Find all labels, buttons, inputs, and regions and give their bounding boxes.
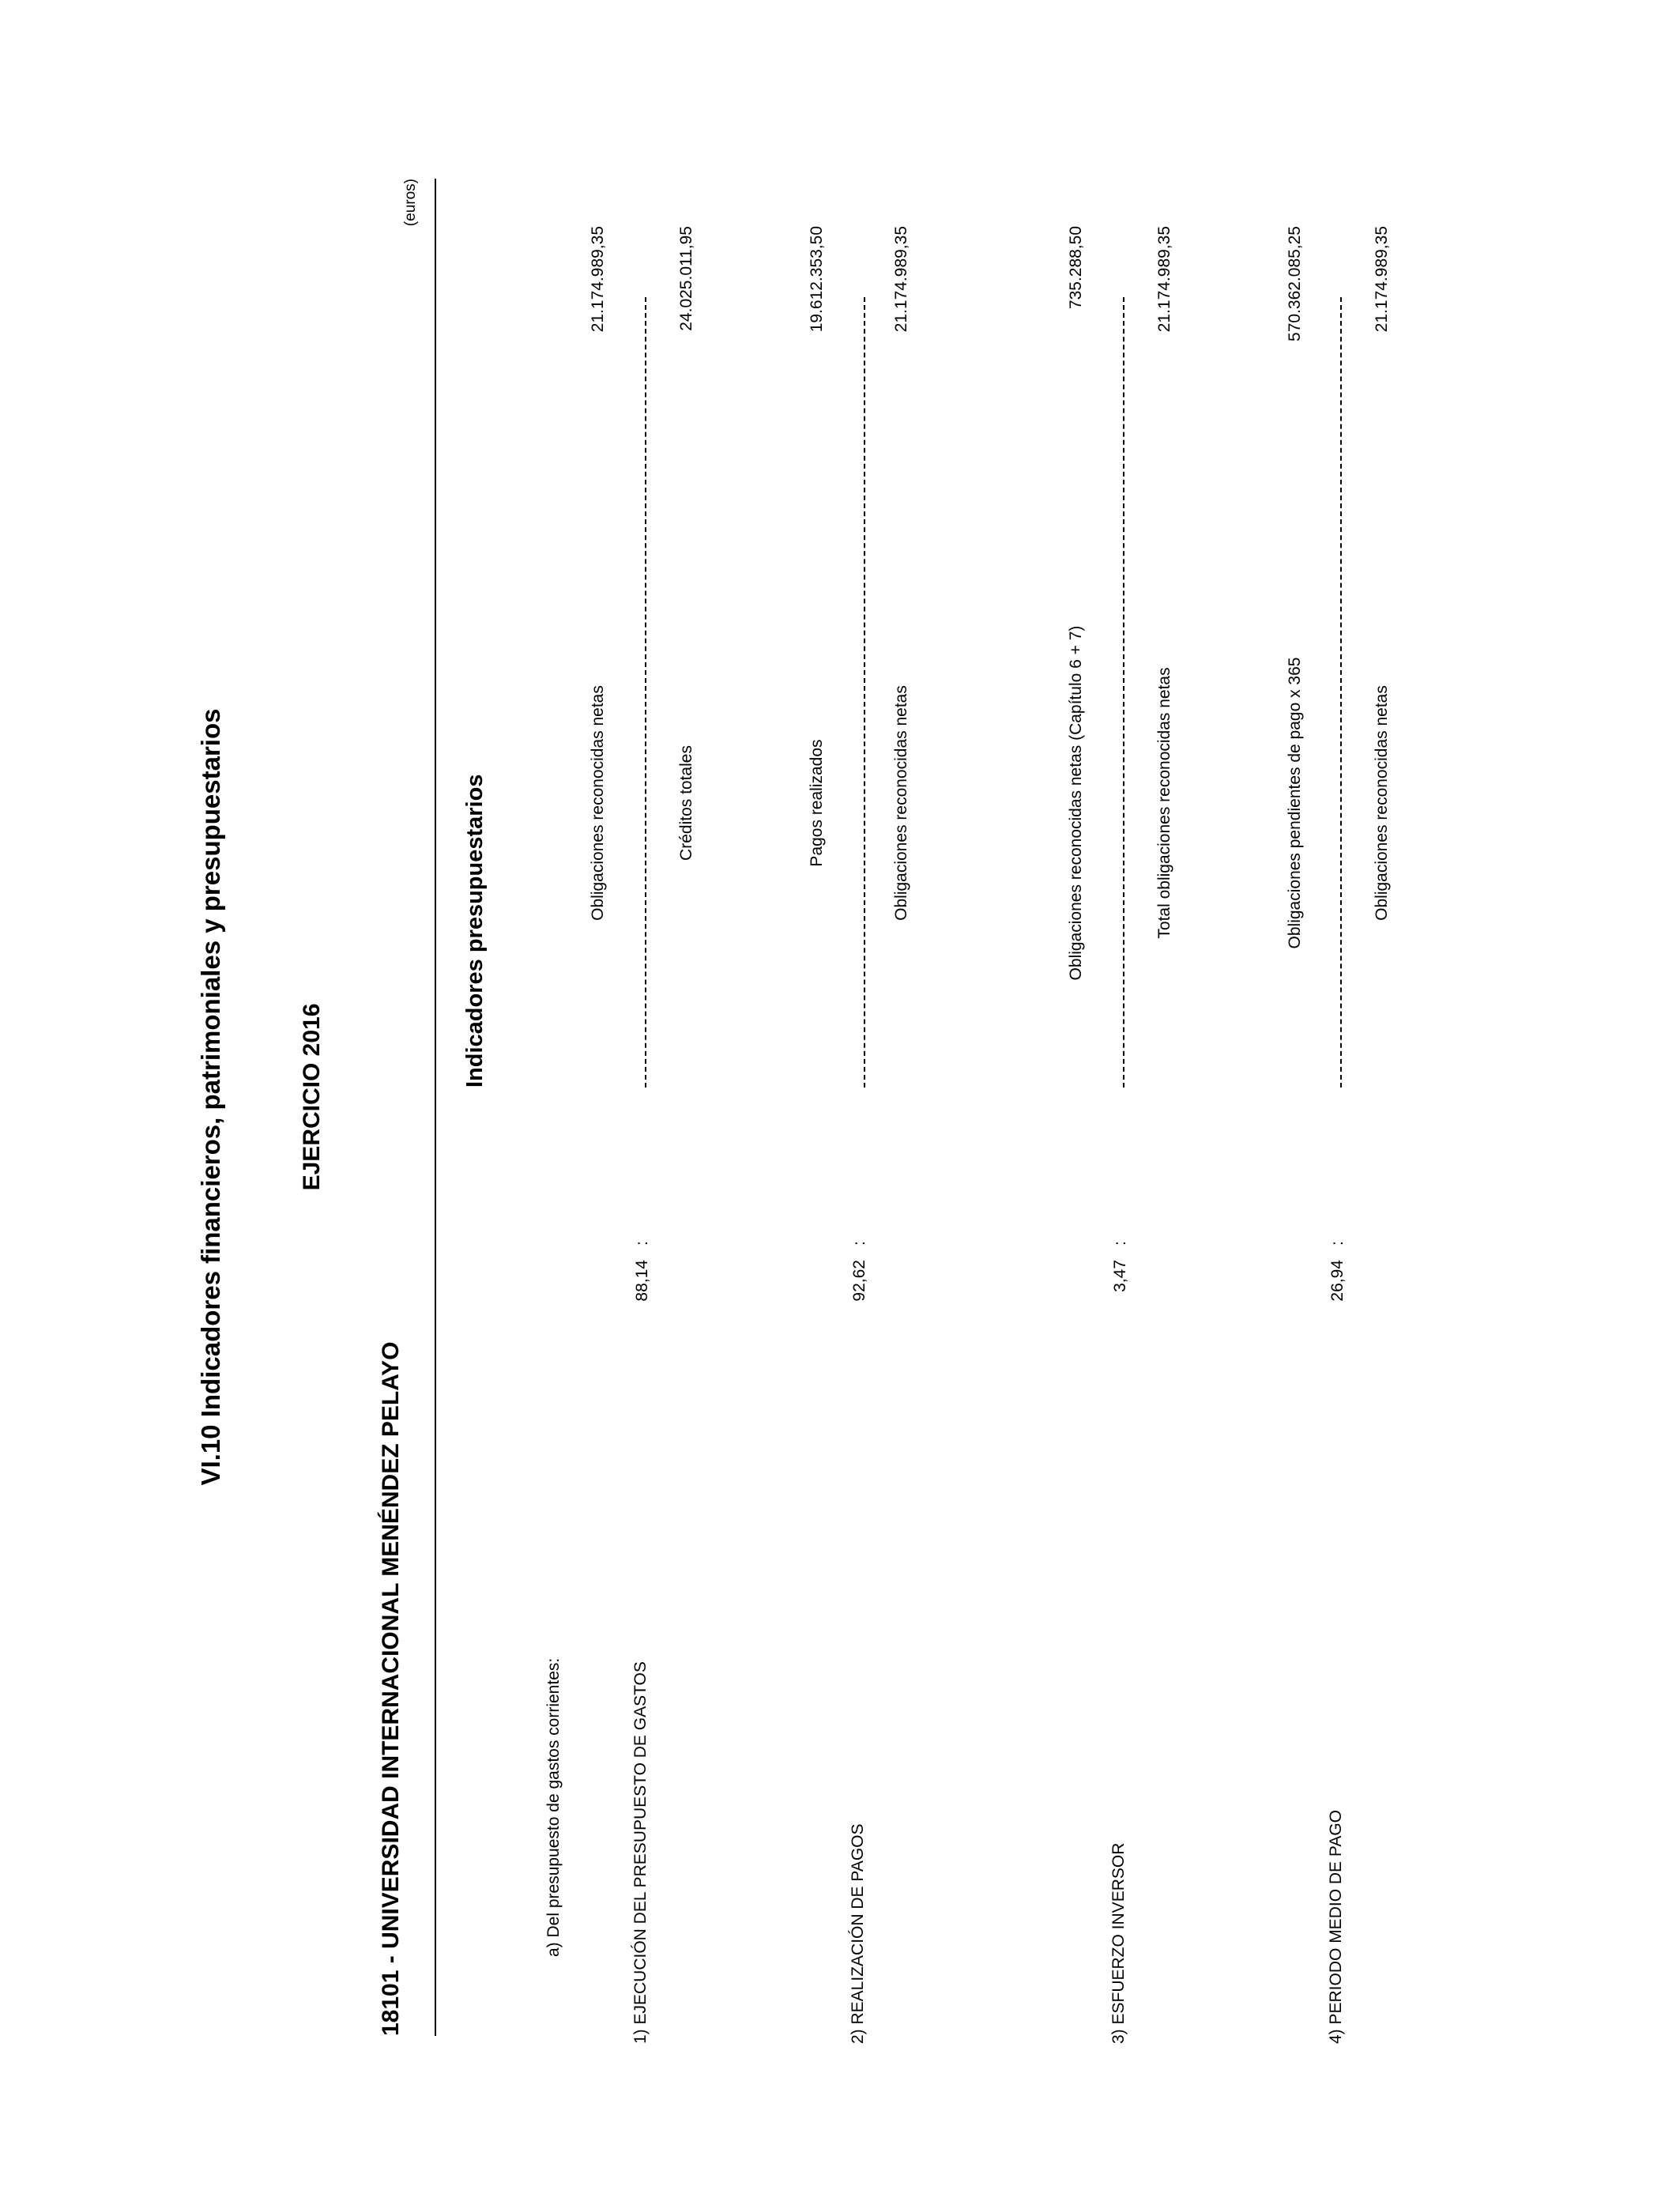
indicator-value: 26,94 — [1328, 1260, 1347, 1302]
denominator-label: Total obligaciones reconocidas netas — [1155, 667, 1173, 939]
subsection-label: a) Del presupuesto de gastos corrientes: — [544, 1657, 563, 1957]
indicator-value: 88,14 — [633, 1260, 651, 1302]
numerator-value: 735.288,50 — [1067, 226, 1085, 310]
fraction-line — [645, 297, 646, 1088]
indicator-separator: : — [1111, 1241, 1129, 1246]
indicator-separator: : — [1328, 1241, 1347, 1246]
indicator-name: 1) EJECUCIÓN DEL PRESUPUESTO DE GASTOS — [631, 1661, 650, 2044]
section-title: Indicadores presupuestarios — [462, 774, 488, 1088]
denominator-value: 21.174.989,35 — [1373, 226, 1391, 333]
denominator-value: 21.174.989,35 — [1155, 226, 1173, 333]
numerator-label: Obligaciones pendientes de pago x 365 — [1286, 657, 1304, 949]
units-label: (euros) — [402, 179, 419, 227]
numerator-label: Obligaciones reconocidas netas (Capítulo 6 + 7) — [1067, 625, 1085, 981]
denominator-value: 24.025.011,95 — [677, 226, 695, 331]
denominator-label: Obligaciones reconocidas netas — [892, 685, 910, 921]
header-rule — [435, 179, 436, 2036]
indicator-name: 2) REALIZACIÓN DE PAGOS — [849, 1823, 867, 2044]
fraction-line — [1123, 297, 1124, 1088]
denominator-label: Obligaciones reconocidas netas — [1373, 685, 1391, 921]
fraction-line — [864, 297, 865, 1088]
numerator-value: 570.362.085,25 — [1286, 226, 1304, 341]
indicator-value: 92,62 — [850, 1260, 868, 1302]
indicator-name: 3) ESFUERZO INVERSOR — [1109, 1842, 1128, 2044]
indicator-name: 4) PERIODO MEDIO DE PAGO — [1327, 1810, 1345, 2044]
fiscal-year: EJERCICIO 2016 — [299, 1003, 325, 1191]
indicator-value: 3,47 — [1111, 1260, 1129, 1292]
fraction-line — [1340, 297, 1342, 1088]
indicator-separator: : — [633, 1241, 651, 1246]
numerator-value: 21.174.989,35 — [589, 226, 607, 333]
report-title: VI.10 Indicadores financieros, patrimoniales y presupuestarios — [196, 708, 225, 1486]
denominator-value: 21.174.989,35 — [892, 226, 910, 333]
numerator-label: Pagos realizados — [808, 739, 826, 867]
numerator-value: 19.612.353,50 — [808, 226, 826, 333]
numerator-label: Obligaciones reconocidas netas — [589, 685, 607, 921]
indicator-separator: : — [850, 1241, 868, 1246]
denominator-label: Créditos totales — [677, 745, 695, 861]
entity-name: 18101 - UNIVERSIDAD INTERNACIONAL MENÉNDEZ PELAYO — [378, 1341, 404, 2036]
